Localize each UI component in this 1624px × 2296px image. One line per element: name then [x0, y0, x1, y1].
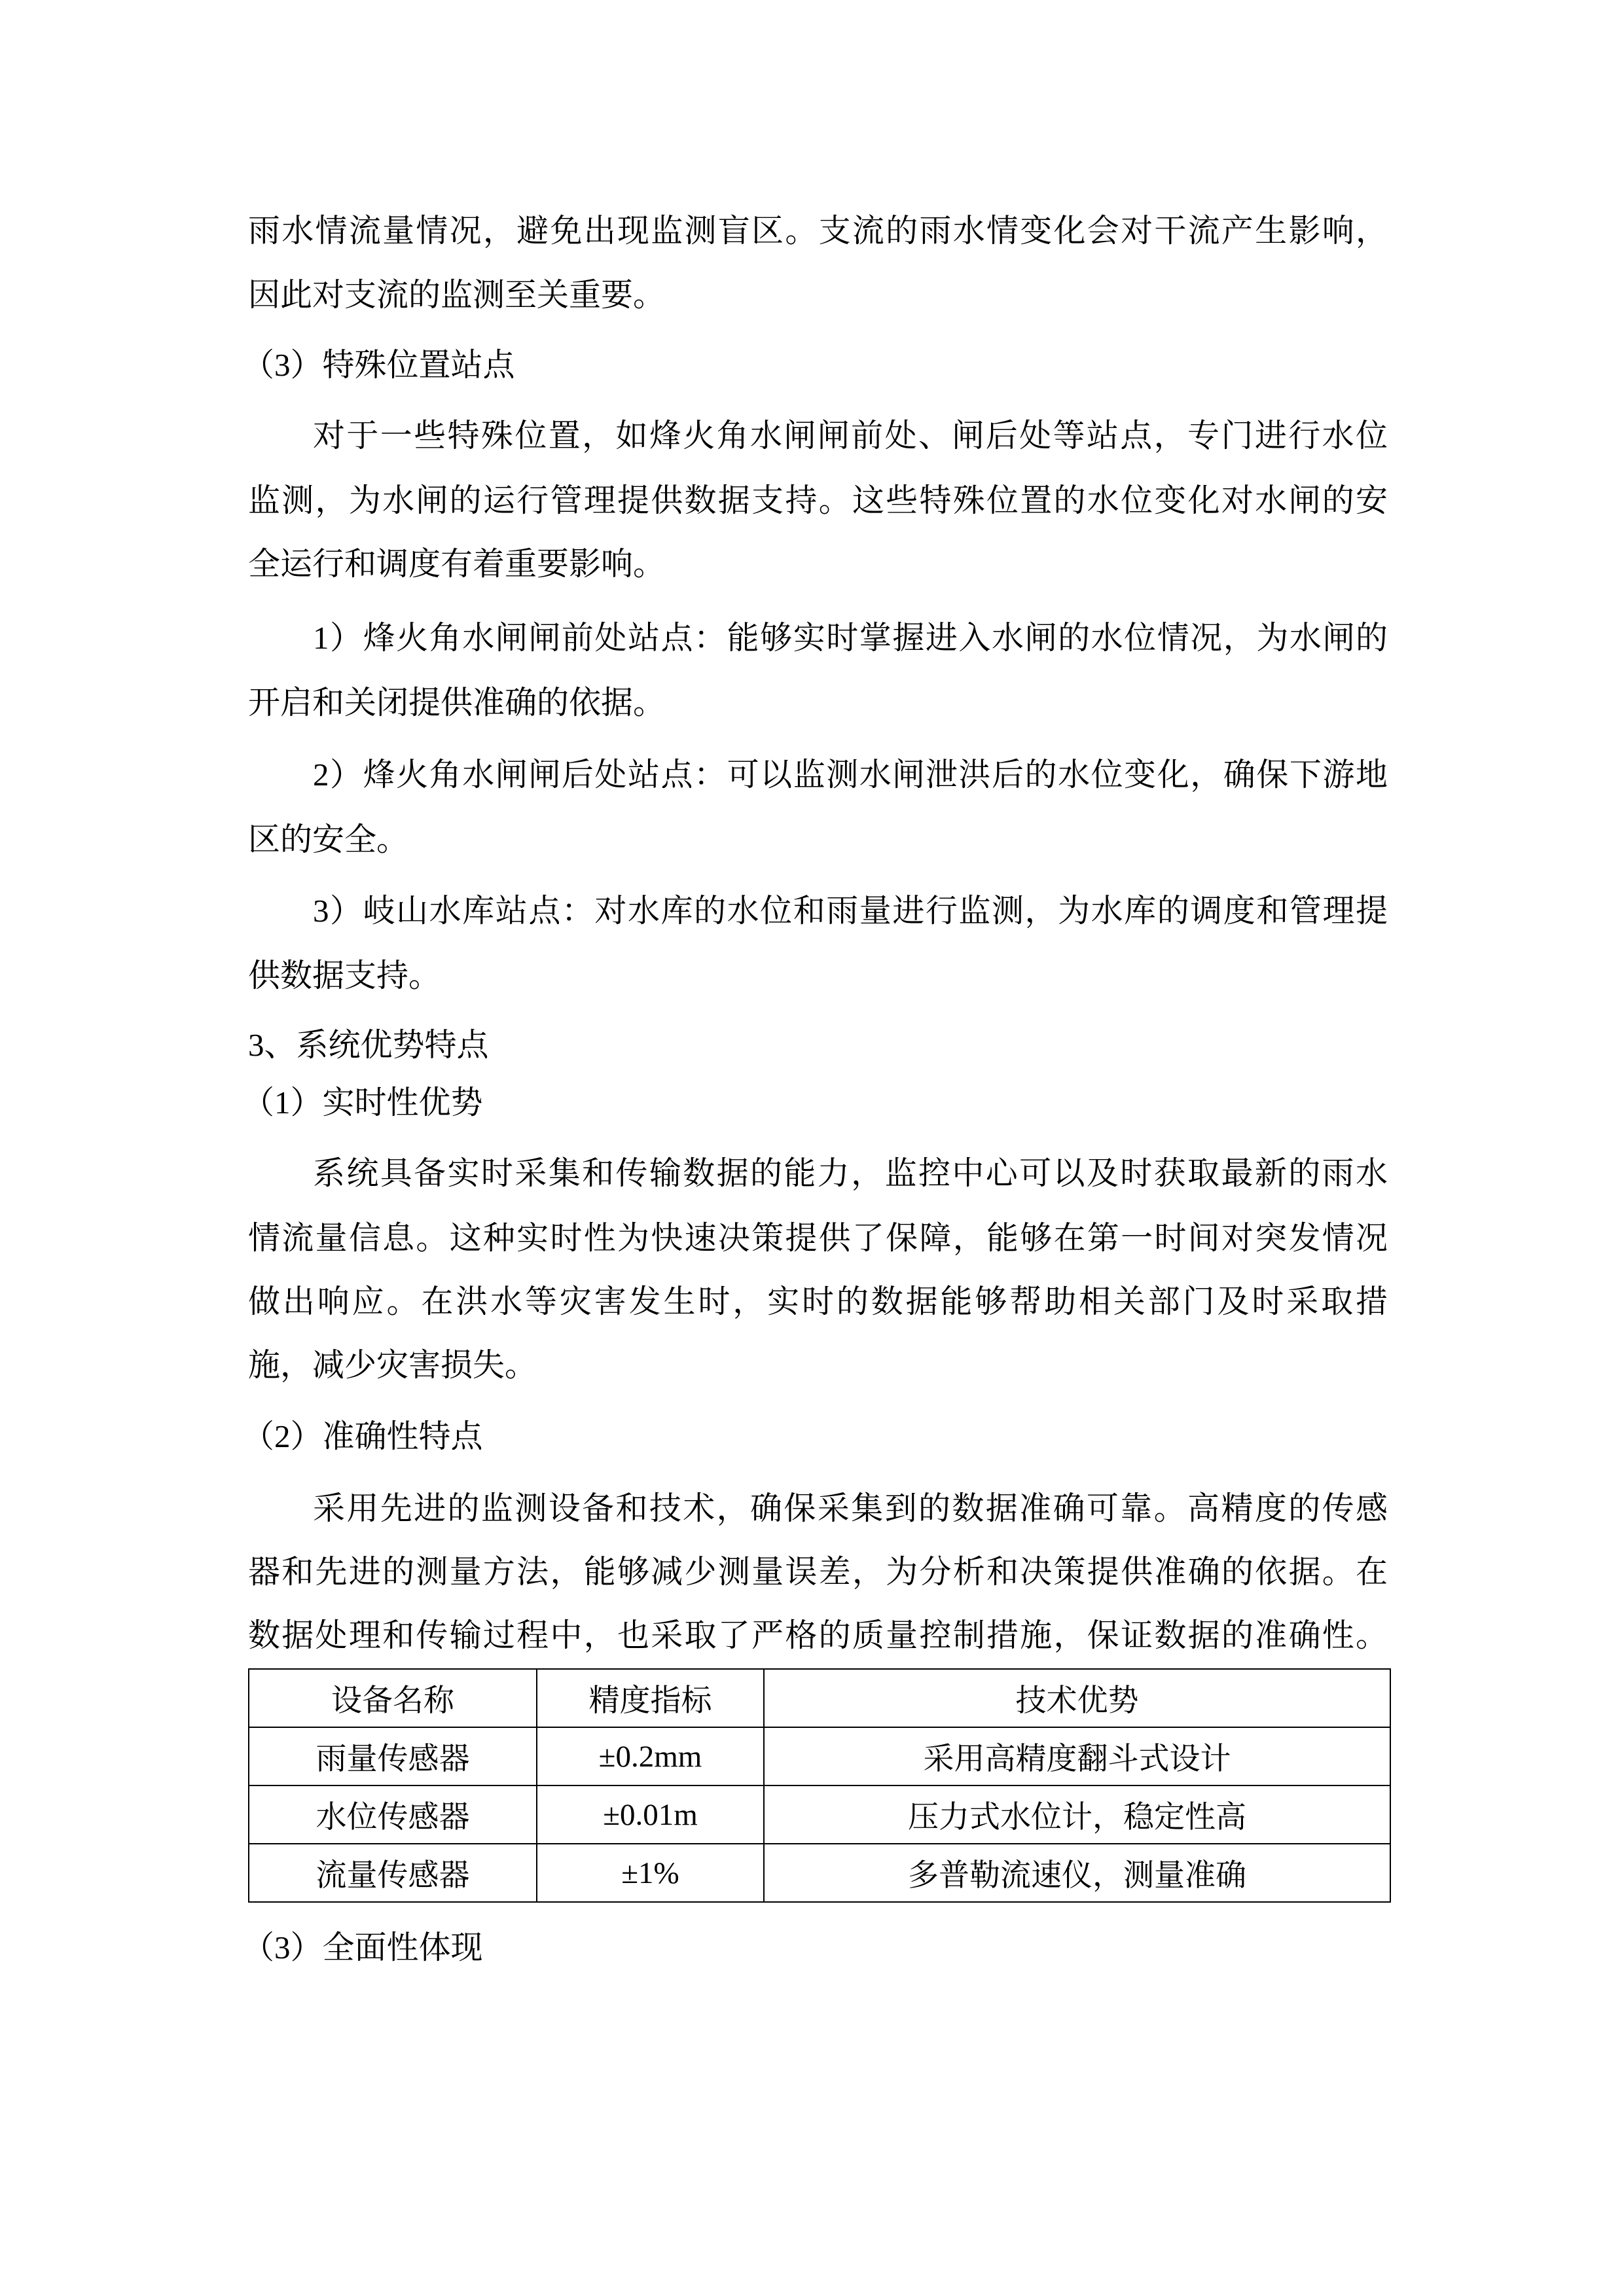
paragraph-line: 全运行和调度有着重要影响。 — [248, 546, 666, 582]
subsection-heading: （3）全面性体现 — [242, 1929, 483, 1965]
paragraph-line: 系统具备实时采集和传输数据的能力，监控中心可以及时获取最新的雨水 — [313, 1155, 1388, 1191]
paragraph-line: 开启和关闭提供准确的依据。 — [248, 685, 666, 721]
paragraph-line: 施，减少灾害损失。 — [248, 1347, 537, 1383]
header-cell: 技术优势 — [764, 1669, 1390, 1727]
paragraph-line: 采用先进的监测设备和技术，确保采集到的数据准确可靠。高精度的传感 — [313, 1490, 1388, 1526]
table-row — [249, 1727, 1390, 1785]
table-cell: ±0.01m — [537, 1785, 764, 1844]
table-cell: 水位传感器 — [249, 1785, 537, 1844]
paragraph-line: 3）岐山水库站点：对水库的水位和雨量进行监测，为水库的调度和管理提 — [313, 893, 1388, 929]
subsection-heading: （2）准确性特点 — [242, 1418, 483, 1454]
table-cell: ±1% — [537, 1844, 764, 1902]
paragraph-line: 1）烽火角水闸闸前处站点：能够实时掌握进入水闸的水位情况，为水闸的 — [313, 620, 1388, 656]
section-heading: 3、系统优势特点 — [248, 1027, 489, 1063]
paragraph-line: 监测，为水闸的运行管理提供数据支持。这些特殊位置的水位变化对水闸的安 — [248, 482, 1388, 518]
table-header-row — [249, 1669, 1390, 1727]
paragraph-line: 对于一些特殊位置，如烽火角水闸闸前处、闸后处等站点，专门进行水位 — [313, 418, 1388, 454]
table-row — [249, 1844, 1390, 1902]
paragraph-line: 2）烽火角水闸闸后处站点：可以监测水闸泄洪后的水位变化，确保下游地 — [313, 757, 1388, 793]
table-row — [249, 1785, 1390, 1844]
paragraph-line: 数据处理和传输过程中，也采取了严格的质量控制措施，保证数据的准确性。 — [248, 1617, 1388, 1653]
paragraph-line: 雨水情流量情况，避免出现监测盲区。支流的雨水情变化会对干流产生影响， — [248, 213, 1388, 249]
table-cell: 流量传感器 — [249, 1844, 537, 1902]
section-heading: （3）特殊位置站点 — [242, 347, 515, 383]
table-cell: 多普勒流速仪，测量准确 — [764, 1844, 1390, 1902]
table-cell: 采用高精度翻斗式设计 — [764, 1727, 1390, 1785]
paragraph-line: 因此对支流的监测至关重要。 — [248, 277, 666, 313]
sensor-accuracy-table — [248, 1668, 1391, 1903]
paragraph-line: 做出响应。在洪水等灾害发生时，实时的数据能够帮助相关部门及时采取措 — [248, 1283, 1388, 1319]
paragraph-line: 供数据支持。 — [248, 958, 441, 994]
subsection-heading: （1）实时性优势 — [242, 1085, 483, 1121]
table-cell: ±0.2mm — [537, 1727, 764, 1785]
header-cell: 精度指标 — [537, 1669, 764, 1727]
table-cell: 压力式水位计，稳定性高 — [764, 1785, 1390, 1844]
header-cell: 设备名称 — [249, 1669, 537, 1727]
paragraph-line: 器和先进的测量方法，能够减少测量误差，为分析和决策提供准确的依据。在 — [248, 1554, 1388, 1590]
table-cell: 雨量传感器 — [249, 1727, 537, 1785]
paragraph-line: 情流量信息。这种实时性为快速决策提供了保障，能够在第一时间对突发情况 — [248, 1220, 1388, 1256]
paragraph-line: 区的安全。 — [248, 821, 409, 857]
